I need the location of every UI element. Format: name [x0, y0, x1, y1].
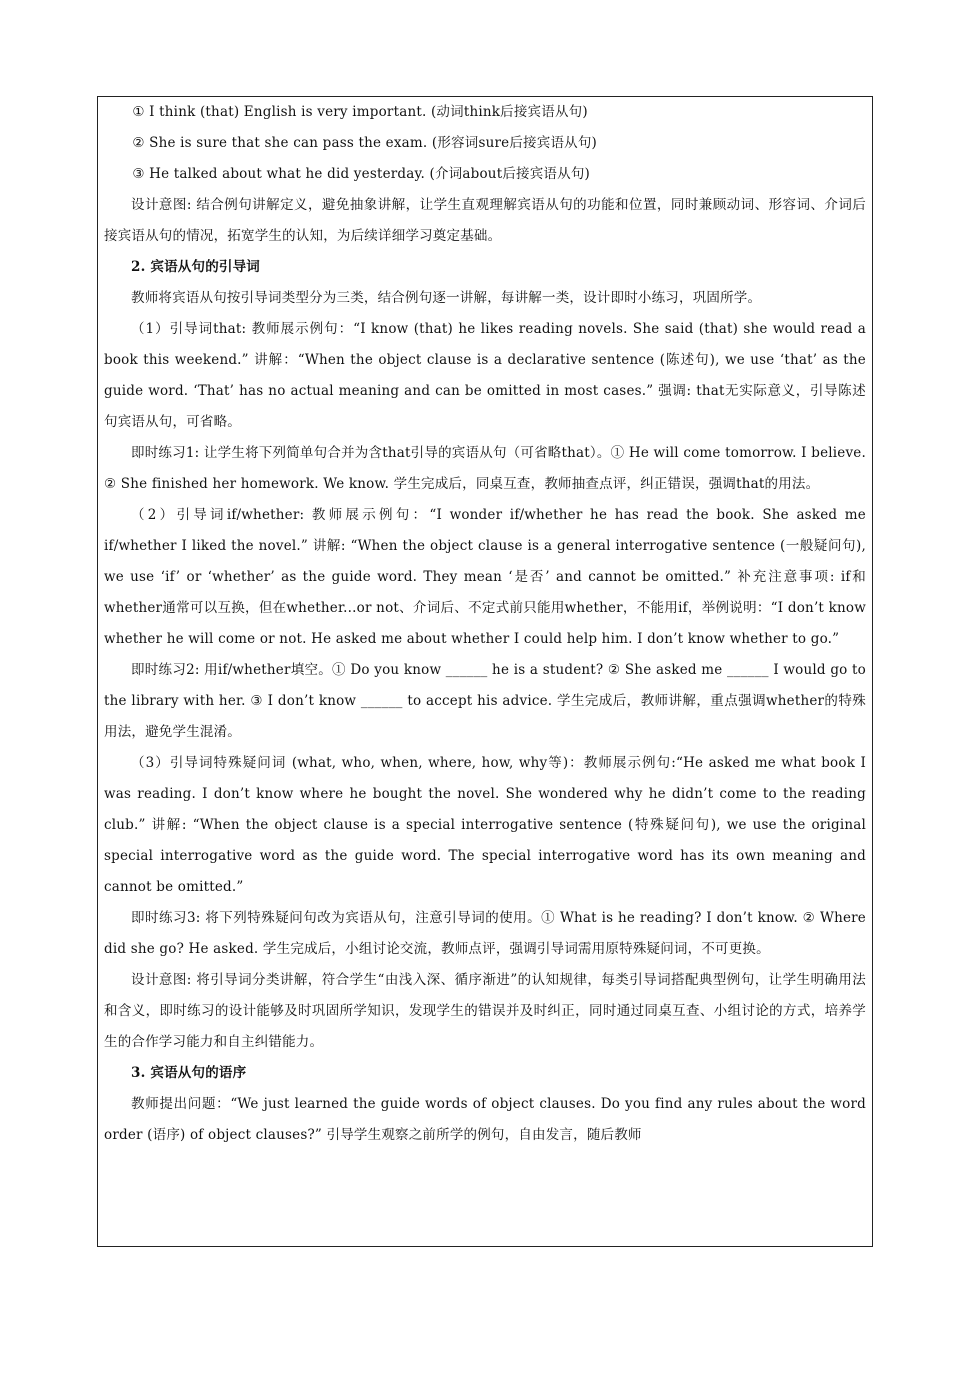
guide-word-if-whether: （2）引导词if/whether: 教师展示例句：“I wonder if/whether he has read the book. She asked me if/whether I liked the novel.” 讲解: “When the object clause is a general interrogative sentence (一般疑问句), we use ‘if’ or ‘whether’ as the guide word. They mean ‘是否’ and cannot be omitted.” 补充注意事项: if和whether通常可以互换，但在whether...or not、介词后、不定式前只能用whether，不能用if，举例说明：“I don’t know whether he will come or not. He asked me about whether I could help him. I don’t know whether to go.” — [104, 507, 866, 647]
section-2-intro: 教师将宾语从句按引导词类型分为三类，结合例句逐一讲解，每讲解一类，设计即时小练习，巩固所学。 — [131, 290, 762, 306]
section-2-heading: 2. 宾语从句的引导词 — [131, 259, 260, 275]
practice-3: 即时练习3: 将下列特殊疑问句改为宾语从句，注意引导词的使用。① What is he reading? I don’t know. ② Where did she go? He asked. 学生完成后，小组讨论交流，教师点评，强调引导词需用原特殊疑问词，不可更换。 — [104, 910, 866, 957]
example-2: ② She is sure that she can pass the exam. (形容词sure后接宾语从句) — [132, 135, 598, 151]
example-1: ① I think (that) English is very important. (动词think后接宾语从句) — [132, 104, 588, 120]
section-3-heading: 3. 宾语从句的语序 — [131, 1065, 247, 1081]
guide-word-that: （1）引导词that: 教师展示例句：“I know (that) he likes reading novels. She said (that) she would read a book this weekend.” 讲解：“When the object clause is a declarative sentence (陈述句), we use ‘that’ as the guide word. ‘That’ has no actual meaning and can be omitted in most cases.” 强调: that无实际意义，引导陈述句宾语从句，可省略。 — [104, 321, 866, 430]
practice-1: 即时练习1: 让学生将下列简单句合并为含that引导的宾语从句（可省略that）。① He will come tomorrow. I believe. ② She finished her homework. We know. 学生完成后，同桌互查，教师抽查点评，纠正错误，强调that的用法。 — [104, 445, 866, 492]
section-3-intro: 教师提出问题：“We just learned the guide words of object clauses. Do you find any rules about the word order (语序) of object clauses?” 引导学生观察之前所学的例句，自由发言，随后教师 — [104, 1096, 866, 1143]
lesson-plan-content — [98, 97, 872, 1151]
practice-2: 即时练习2: 用if/whether填空。① Do you know ______ he is a student? ② She asked me ______ I would go to the library with her. ③ I don’t know ______ to accept his advice. 学生完成后，教师讲解，重点强调whether的特殊用法，避免学生混淆。 — [104, 662, 866, 740]
guide-word-special-interrogative: （3）引导词特殊疑问词 (what, who, when, where, how, why等)：教师展示例句:“He asked me what book I was reading. I don’t know where he bought the novel. She wondered why he didn’t come to the reading club.” 讲解: “When the object clause is a special interrogative sentence (特殊疑问句), we use the original special interrogative word as the guide word. The special interrogative word has its own meaning and cannot be omitted.” — [104, 755, 866, 895]
design-intent-1: 设计意图: 结合例句讲解定义，避免抽象讲解，让学生直观理解宾语从句的功能和位置，同时兼顾动词、形容词、介词后接宾语从句的情况，拓宽学生的认知，为后续详细学习奠定基础。 — [104, 197, 866, 244]
lesson-plan-table-cell — [97, 96, 873, 1247]
example-3: ③ He talked about what he did yesterday. (介词about后接宾语从句) — [132, 166, 590, 182]
design-intent-2: 设计意图: 将引导词分类讲解，符合学生“由浅入深、循序渐进”的认知规律，每类引导词搭配典型例句，让学生明确用法和含义，即时练习的设计能够及时巩固所学知识，发现学生的错误并及时纠正，同时通过同桌互查、小组讨论的方式，培养学生的合作学习能力和自主纠错能力。 — [104, 972, 866, 1050]
